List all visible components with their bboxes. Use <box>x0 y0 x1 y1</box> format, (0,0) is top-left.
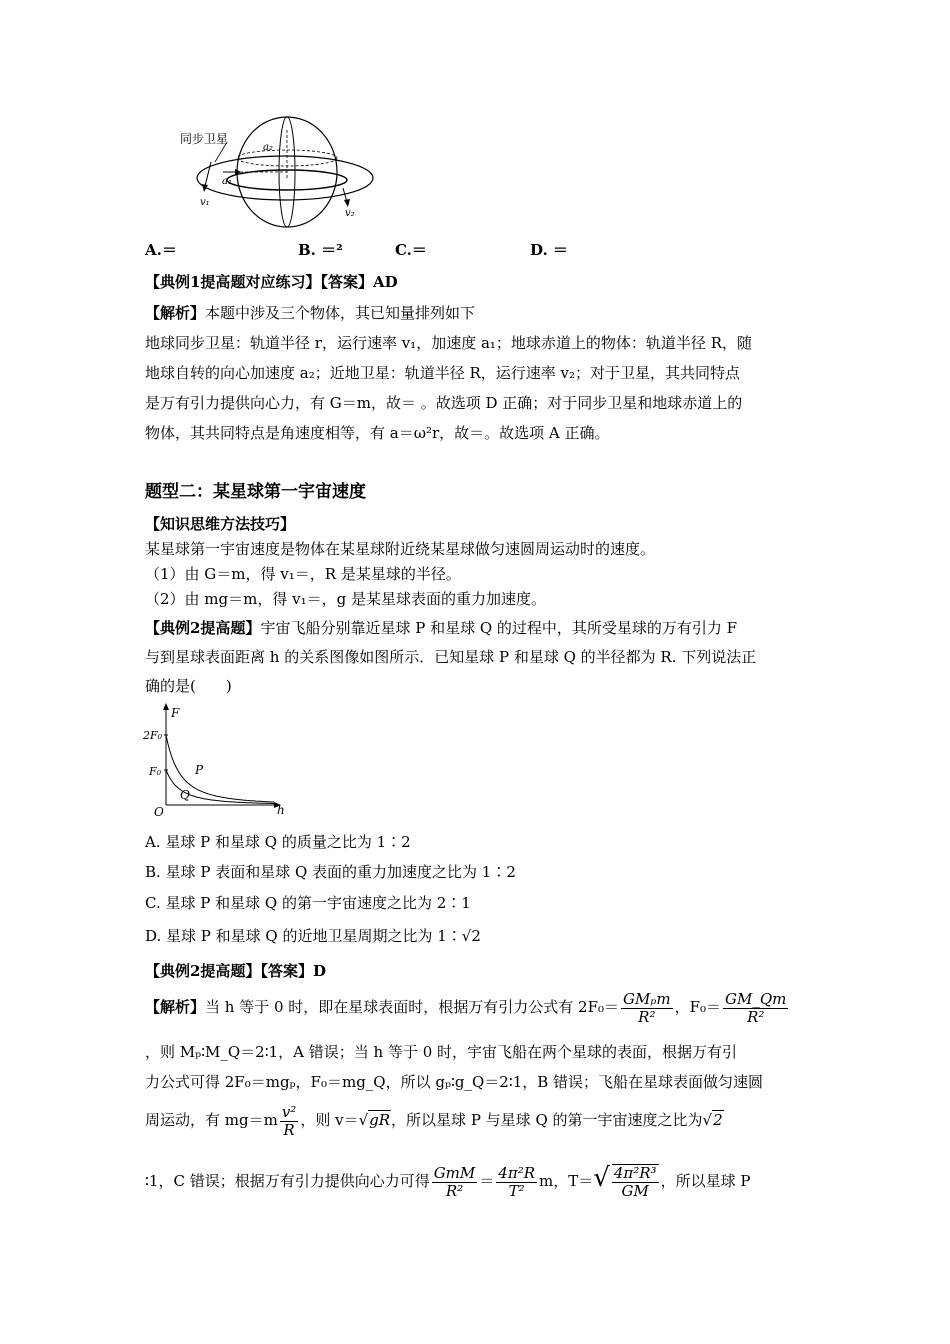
analysis2-line2: ，则 Mₚ∶M_Q＝2∶1，A 错误；当 h 等于 0 时，宇宙飞船在两个星球的表面，根据万有引 <box>145 1043 738 1061</box>
option2-a: A. 星球 P 和星球 Q 的质量之比为 1∶2 <box>145 833 411 851</box>
option1-a: A.＝ <box>145 241 177 259</box>
fraction-gmqm-r2: $\frac{GM\_Qm}{\text{R²}}$ <box>725 989 787 1026</box>
y-axis-arrow <box>163 703 169 710</box>
fraction-gmm-r2: $\frac{\text{GmM}}{\text{R²}}$ <box>433 1163 476 1200</box>
fraction-4pi2r-t2: $\frac{\text{4π²R}}{\text{T²}}$ <box>498 1163 536 1200</box>
example2-line2: 与到星球表面距离 h 的关系图像如图所示．已知星球 P 和星球 Q 的半径都为 R. 下列说法正 <box>145 648 757 666</box>
analysis2-line1b: ，F₀＝ <box>674 998 722 1016</box>
example2-line3: 确的是( ) <box>145 677 232 695</box>
analysis2-line4c: ，所以星球 P 与星球 Q 的第一宇宙速度之比为 <box>391 1111 703 1129</box>
label-v2: v₂ <box>345 208 355 219</box>
analysis1-tag: 【解析】 <box>145 304 206 322</box>
analysis2-line3: 力公式可得 2F₀＝mgₚ，F₀＝mg_Q，所以 gₚ∶g_Q＝2∶1，B 错误；飞船在星球表面做匀速圆 <box>145 1073 764 1091</box>
option1-b: B. ＝² <box>298 241 343 259</box>
tips-line2: （1）由 G＝m，得 v₁＝，R 是某星球的半径。 <box>145 565 461 583</box>
y-axis-label: F <box>171 706 180 720</box>
example2-tag: 【典例2提高题】 <box>145 619 261 637</box>
analysis2-line5c: m，T＝ <box>539 1172 594 1190</box>
analysis1-line1: 本题中涉及三个物体，其已知量排列如下 <box>205 304 476 322</box>
analysis1-line2: 地球同步卫星：轨道半径 r，运行速率 v₁，加速度 a₁；地球赤道上的物体：轨道半径 R，随 <box>145 334 752 352</box>
label-v1: v₁ <box>200 197 210 208</box>
option1-d: D. ＝ <box>530 241 568 259</box>
arrow-v2-head <box>344 199 350 207</box>
label-a1: a₁ <box>222 176 232 187</box>
fraction-gmpm-r2: $\frac{\text{GMₚm}}{\text{R²}}$ <box>623 989 671 1026</box>
answer2: 【典例2提高题】【答案】D <box>145 962 326 980</box>
tips-heading: 【知识思维方法技巧】 <box>145 515 296 533</box>
answer1: 【典例1提高题对应练习】【答案】AD <box>145 273 398 291</box>
sqrt-period: √ <box>593 1163 610 1193</box>
analysis2-line4a: 周运动，有 mg＝m <box>145 1111 278 1129</box>
analysis2-line5a: ∶1，C 错误；根据万有引力提供向心力可得 <box>145 1172 430 1190</box>
analysis1-line5: 物体，其共同特点是角速度相等，有 a＝ω²r，故＝。故选项 A 正确。 <box>145 424 610 442</box>
sqrt-2: √2 <box>702 1111 723 1129</box>
option1-c: C.＝ <box>395 241 427 259</box>
x-axis-label: h <box>277 803 285 817</box>
series-label-Q: Q <box>180 788 190 802</box>
analysis2-line1a: 当 h 等于 0 时，即在星球表面时，根据万有引力公式有 2F₀＝ <box>205 998 620 1016</box>
option2-d: D. 星球 P 和星球 Q 的近地卫星周期之比为 1∶√2 <box>145 927 481 945</box>
series-label-P: P <box>195 763 204 777</box>
analysis1-line4: 是万有引力提供向心力，有 G＝m，故＝ 。故选项 D 正确；对于同步卫星和地球赤道上的 <box>145 394 743 412</box>
section2-title: 题型二：某星球第一宇宙速度 <box>145 482 366 502</box>
option2-b: B. 星球 P 表面和星球 Q 表面的重力加速度之比为 1∶2 <box>145 863 516 881</box>
sqrt-gr: √gR <box>358 1111 391 1129</box>
satellite-orbit-diagram <box>175 110 385 230</box>
fraction-4pi2r3-gm: $\frac{\text{4π²R³}}{GM}$ <box>613 1164 657 1200</box>
analysis2-tag: 【解析】 <box>145 998 206 1016</box>
label-a2: a₂ <box>263 142 273 153</box>
label-sync-satellite: 同步卫星 <box>180 132 229 146</box>
analysis2-line4b: ，则 v＝ <box>300 1111 359 1129</box>
ytick-F0: F₀ <box>149 765 162 778</box>
fraction-v2-r: $\frac{\text{v²}}{R}$ <box>281 1102 297 1139</box>
ytick-2F0: 2F₀ <box>143 729 163 742</box>
example2-line1: 宇宙飞船分别靠近星球 P 和星球 Q 的过程中，其所受星球的万有引力 F <box>260 619 738 637</box>
analysis2-line5d: ，所以星球 P <box>660 1172 751 1190</box>
origin-label: O <box>154 805 164 818</box>
option2-c: C. 星球 P 和星球 Q 的第一宇宙速度之比为 2∶1 <box>145 894 471 912</box>
analysis1-line3: 地球自转的向心加速度 a₂；近地卫星：轨道半径 R，运行速率 v₂；对于卫星，其共同特点 <box>145 364 741 382</box>
arrow-v1 <box>205 162 211 186</box>
f-h-chart <box>140 700 290 818</box>
tips-line1: 某星球第一宇宙速度是物体在某星球附近绕某星球做匀速圆周运动时的速度。 <box>145 540 656 558</box>
analysis2-line5b: ＝ <box>479 1172 495 1190</box>
tips-line3: （2）由 mg＝m，得 v₁＝，g 是某星球表面的重力加速度。 <box>145 590 546 608</box>
